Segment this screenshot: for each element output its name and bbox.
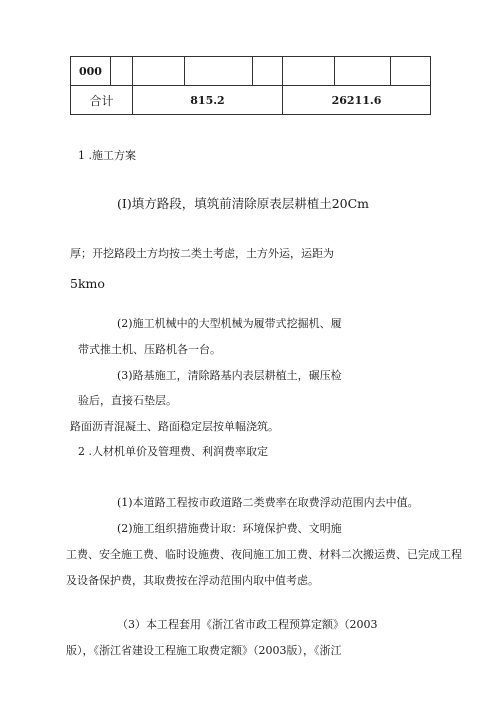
paragraph-line: 版），《浙江省建设工程施工取费定额》（2003版），《浙江	[66, 644, 342, 657]
total-row	[71, 86, 431, 115]
total-label: 合计	[71, 86, 133, 115]
paragraph-line: (2)施工机械中的大型机械为履带式挖掘机、履	[117, 317, 342, 330]
paragraph-line: (I)填方路段，填筑前清除原表层耕植土20Cm	[117, 196, 370, 211]
table-cell	[253, 57, 283, 86]
table-cell	[283, 57, 335, 86]
table-cell	[133, 57, 185, 86]
table-cell	[111, 57, 133, 86]
table-cell	[391, 57, 431, 86]
section-heading-1: 1 .施工方案	[78, 149, 136, 162]
cost-table	[70, 56, 431, 115]
paragraph-line: 工费、安全施工费、临时设施费、夜间施工加工费、材料二次搬运费、已完成工程	[66, 548, 462, 561]
paragraph-line: 5kmo	[70, 276, 105, 291]
paragraph-line: (3)路基施工，清除路基内表层耕植土，碾压检	[117, 369, 342, 382]
row-code-cell: 000	[71, 57, 111, 86]
paragraph-line: (2)施工组织措施费计取：环境保护费、文明施	[117, 522, 342, 535]
section-heading-2: 2 .人材机单价及管理费、利润费率取定	[78, 445, 268, 458]
total-value-2: 26211.6	[283, 86, 431, 115]
total-value-1: 815.2	[133, 86, 283, 115]
paragraph-line: 厚；开挖路段土方均按二类土考虑，土方外运，运距为	[70, 247, 334, 260]
paragraph-line: (1)本道路工程按市政道路二类费率在取费浮动范围内去中值。	[117, 496, 419, 509]
paragraph-line: 带式推土机、压路机各一台。	[78, 343, 221, 356]
paragraph-line: （3）本工程套用《浙江省市政工程预算定额》（2003	[117, 618, 378, 631]
table-cell	[335, 57, 391, 86]
paragraph-line: 路面沥青混凝土、路面稳定层按单幅浇筑。	[70, 420, 279, 433]
paragraph-line: 及设备保护费，其取费按在浮动范围内取中值考虑。	[66, 574, 319, 587]
paragraph-line: 验后，直接石垫层。	[78, 394, 177, 407]
table-cell	[185, 57, 253, 86]
table-row	[71, 57, 431, 86]
